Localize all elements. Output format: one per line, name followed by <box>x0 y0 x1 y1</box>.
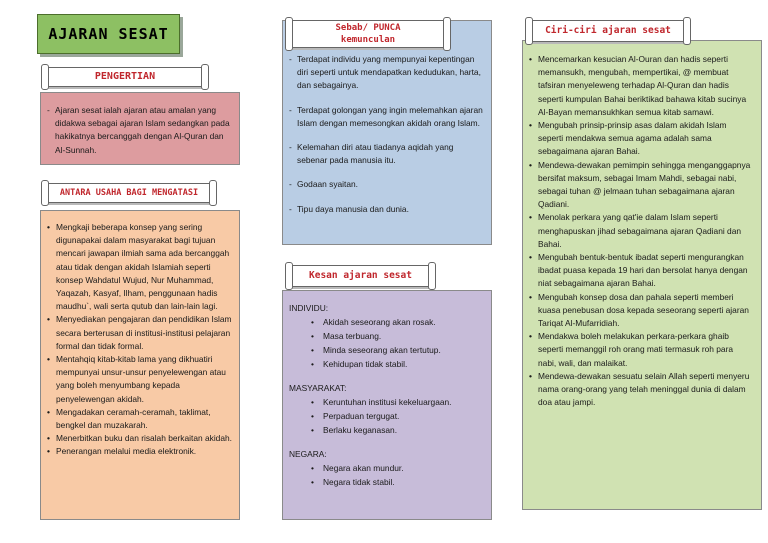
list-item: - Kelemahan diri atau tiadanya aqidah yang sebenar pada manusia itu. <box>289 141 483 167</box>
pengertian-heading <box>44 67 206 87</box>
list-item: • Mendakwa boleh melakukan perkara-perkara ghaib seperti memanggil roh orang mati termasuk roh para nabi, wali, dan malaikat. <box>529 330 753 370</box>
sebab-heading-line1: Sebab/ PUNCA <box>335 23 401 33</box>
list-item: • Mengubah konsep dosa dan pahala seperti memberi kuasa penebusan dosa kepada seseorang seperti ajaran Tariqat Al-Mufarridiah. <box>529 291 753 331</box>
pengertian-heading-text: PENGERTIAN <box>94 71 156 82</box>
page-title: AJARAN SESAT <box>37 14 180 54</box>
list-item: - Godaan syaitan. <box>289 178 483 191</box>
group-label: NEGARA: <box>289 449 327 459</box>
list-item: • Penerangan melalui media elektronik. <box>47 445 233 458</box>
ciri-panel <box>522 40 762 510</box>
list-item: • Negara tidak stabil. <box>311 477 483 487</box>
individu-list <box>289 317 483 369</box>
usaha-panel <box>40 210 240 520</box>
kesan-heading-text: Kesan ajaran sesat <box>309 270 412 281</box>
list-item: • Mencemarkan kesucian Al-Ouran dan hadis seperti memansukh, mengubah, mempertikai, @ membuat tafsiran menyeleweng terhadap Al-Quran dan hadis seperti kumpulan Bahai beriktikad bahawa kitab sucinya Al-Bayan memansukhkan semua kitab samawi. <box>529 53 753 119</box>
list-item: • Perpaduan tergugat. <box>311 411 483 421</box>
list-item: • Mengadakan ceramah-ceramah, taklimat, bengkel dan muzakarah. <box>47 406 233 432</box>
list-item: • Negara akan mundur. <box>311 463 483 473</box>
ciri-heading <box>528 20 688 42</box>
kesan-group-individu <box>289 303 483 369</box>
list-item: • Kehidupan tidak stabil. <box>311 359 483 369</box>
list-item: • Mentahqiq kitab-kitab lama yang dikhuatiri mempunyai unsur-unsur penyelewengan atau yang boleh menyumbang kepada penyelewengan akidah. <box>47 353 233 406</box>
list-item: • Keruntuhan institusi kekeluargaan. <box>311 397 483 407</box>
list-item: • Minda seseorang akan tertutup. <box>311 345 483 355</box>
usaha-heading-text: ANTARA USAHA BAGI MENGATASI <box>59 188 199 198</box>
pengertian-list <box>47 104 233 157</box>
masyarakat-list <box>289 397 483 435</box>
group-label: MASYARAKAT: <box>289 383 347 393</box>
sebab-heading-line2: kemunculan <box>340 35 396 45</box>
negara-list <box>289 463 483 487</box>
list-item: • Masa terbuang. <box>311 331 483 341</box>
list-item: - Tipu daya manusia dan dunia. <box>289 203 483 216</box>
group-label: INDIVIDU: <box>289 303 329 313</box>
kesan-group-negara <box>289 449 483 487</box>
usaha-heading <box>44 183 214 203</box>
list-item: • Mendewa-dewakan pemimpin sehingga menganggapnya bersifat maksum, sebagai Imam Mahdi, sebagai nabi, sebagai tuhan @ jelmaan tuhan sebagaimana ajaran Qadiani. <box>529 159 753 212</box>
usaha-list <box>47 221 233 459</box>
kesan-group-masyarakat <box>289 383 483 435</box>
kesan-heading <box>288 265 433 287</box>
list-item: • Mengubah bentuk-bentuk ibadat seperti mengurangkan ibadat puasa kepada 19 hari dan bersolat hanya dengan niat sebagaimana ajaran Bahai. <box>529 251 753 291</box>
list-item: - Ajaran sesat ialah ajaran atau amalan yang didakwa sebagai ajaran Islam sedangkan pada hakikatnya bercanggah dengan Al-Quran dan Al-Sunnah. <box>47 104 233 157</box>
list-item: • Menyediakan pengajaran dan pendidikan Islam secara berterusan di institusi-institusi pelajaran formal dan tidak formal. <box>47 313 233 353</box>
list-item: - Terdapat individu yang mempunyai kepentingan diri seperti untuk mendapatkan kedudukan, harta, dan sebagainya. <box>289 53 483 93</box>
ciri-heading-text: Ciri-ciri ajaran sesat <box>545 25 671 36</box>
list-item: • Menolak perkara yang qat'ie dalam Islam seperti menghapuskan jihad sebagaimana ajaran Qadiani dan Bahai. <box>529 211 753 251</box>
list-item: • Akidah seseorang akan rosak. <box>311 317 483 327</box>
kesan-panel <box>282 290 492 520</box>
sebab-list <box>289 53 483 216</box>
list-item: • Mengubah prinsip-prinsip asas dalam akidah Islam seperti mendakwa semua agama adalah sama sebagaimana ajaran Bahai. <box>529 119 753 159</box>
pengertian-panel <box>40 92 240 165</box>
ciri-list <box>529 53 753 409</box>
sebab-panel <box>282 20 492 245</box>
list-item: • Mendewa-dewakan sesuatu selain Allah seperti menyeru nama orang-orang yang telah meninggal dunia di dalam doa atau jampi. <box>529 370 753 410</box>
list-item: • Menerbitkan buku dan risalah berkaitan akidah. <box>47 432 233 445</box>
list-item: • Berlaku keganasan. <box>311 425 483 435</box>
list-item: - Terdapat golongan yang ingin melemahkan ajaran Islam dengan memesongkan akidah orang Islam. <box>289 104 483 130</box>
sebab-heading <box>288 20 448 48</box>
list-item: • Mengkaji beberapa konsep yang sering digunapakai dalam masyarakat bagi tujuan mencari jawapan ilmiah sama ada bercanggah atau tidak dengan akidah Islamiah seperti konsep Wahdatul Wujud, Nur Muhammad, Yaqazah, Kasyaf, Ilham, penggunaan hadis maudhu`, wali serta qutub dan lain-lain lagi. <box>47 221 233 313</box>
